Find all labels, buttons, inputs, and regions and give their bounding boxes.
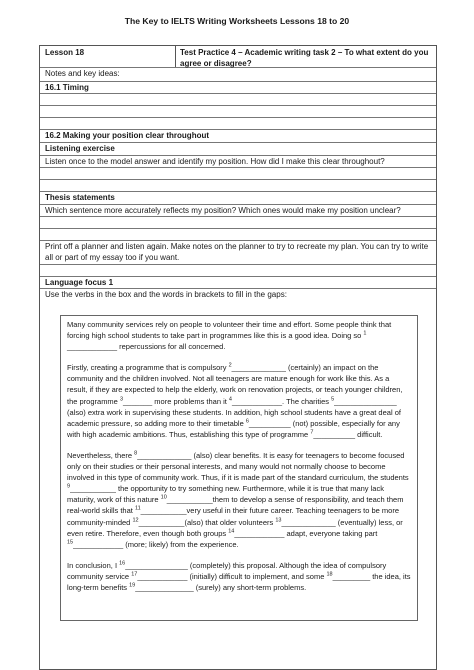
gap-number: 12 [132, 517, 139, 523]
blank-line [40, 229, 436, 241]
notes-label: Notes and key ideas: [40, 68, 436, 82]
gap-number: 14 [228, 528, 235, 535]
exercise-paragraph: Nevertheless, there $^8$_____________ (also) clear benefits. It is easy for teenagers to become focused only on their studies or their personal interests, and many would not normally choose to become involved in this type of community work. Thus, if it is made part of the standard curriculum, the students $^9$___________ the opportunity to try something new. Furthermore, while it is true that many lack maturity, work of this nature $^{10}$___________them to develop a sense of responsibility, and teach them real-world skills that $^{11}$___________very useful in their future career. Teaching teenagers to be more community-minded $^{12}$___________(also) that older volunteers $^{13}$_____________ (eventually) less, or even retire. Therefore, even though both groups $^{14}$____________ adapt, everyone taking part $^{15}$____________ (more; likely) from the experience. [67, 450, 409, 549]
blank-line [40, 106, 436, 118]
gap-number: 13 [275, 517, 282, 523]
blank-line [40, 265, 436, 277]
exercise-paragraph: Many community services rely on people to volunteer their time and effort. Some people think that forcing high school students to take part in programmes like this is a good idea. Doing so $^1$ ____________ repercussions for all concerned. [67, 320, 392, 352]
gap-number: 7 [310, 429, 314, 436]
blank-line [40, 180, 436, 192]
gap-number: 19 [129, 582, 136, 589]
gap-number: 8 [134, 450, 138, 457]
gap-number: 1 [363, 330, 367, 337]
gap-number: 6 [245, 418, 249, 425]
lesson-task: Test Practice 4 – Academic writing task 2 – To what extent do you agree or disagree? [180, 48, 429, 68]
gap-number: 3 [119, 396, 124, 403]
gap-number: 2 [228, 362, 232, 369]
language-heading: Language focus 1 [40, 277, 436, 289]
lesson-label: Lesson 18 [40, 46, 176, 67]
gap-number: 5 [331, 396, 335, 403]
gap-number: 16 [119, 560, 126, 567]
thesis-text: Which sentence more accurately reflects my position? Which ones would make my position unclear? [40, 205, 436, 217]
lesson-row [40, 46, 436, 68]
gap-number: 18 [326, 571, 333, 578]
position-heading: 16.2 Making your position clear throughout [40, 130, 436, 143]
gap-fill-exercise [60, 315, 418, 621]
blank-line [40, 118, 436, 130]
gap-number: 11 [134, 505, 141, 512]
page-title: The Key to IELTS Writing Worksheets Lessons 18 to 20 [124, 16, 350, 26]
gap-number: 15 [67, 539, 74, 546]
exercise-paragraph: In conclusion, I $^{16}$_______________ (completely) this proposal. Although the idea of compulsory community service $^{17}$____________ (initially) difficult to implement, and some $^{18}$_________ the idea, its long-term benefits $^{19}$______________ (surely) any short-term problems. [67, 560, 411, 592]
gap-number: 4 [228, 396, 232, 403]
blank-line [40, 217, 436, 229]
listening-heading: Listening exercise [40, 143, 436, 156]
blank-line [40, 168, 436, 180]
language-instruction: Use the verbs in the box and the words in brackets to fill in the gaps: [45, 290, 287, 299]
blank-line [40, 94, 436, 106]
thesis-heading: Thesis statements [40, 192, 436, 205]
listening-text: Listen once to the model answer and identify my position. How did I make this clear throughout? [40, 156, 436, 168]
planner-text: Print off a planner and listen again. Make notes on the planner to try to recreate my plan. You can try to write all or part of my essay too if you want. [40, 241, 436, 265]
gap-number: 17 [131, 571, 138, 578]
exercise-paragraph: Firstly, creating a programme that is compulsory $^2$_____________ (certainly) an impact on the community and the children involved. Not all teenagers are mature enough for work like this. As a result, if they are expected to help the elderly, work on renovation projects, or teach younger children, the programme $^3$_______ more problems than it $^4$____________. The charities $^5$_______________ (also) extra work in supervising these students. In addition, high school students have a great deal of academic pressure, so adding more to their timetable $^6$__________ (not) possible, especially for any with high academic ambitions. Thus, establishing this type of programme $^7$__________ difficult. [67, 362, 403, 439]
gap-number: 9 [67, 483, 71, 490]
timing-heading: 16.1 Timing [40, 82, 436, 94]
gap-number: 10 [160, 494, 167, 501]
